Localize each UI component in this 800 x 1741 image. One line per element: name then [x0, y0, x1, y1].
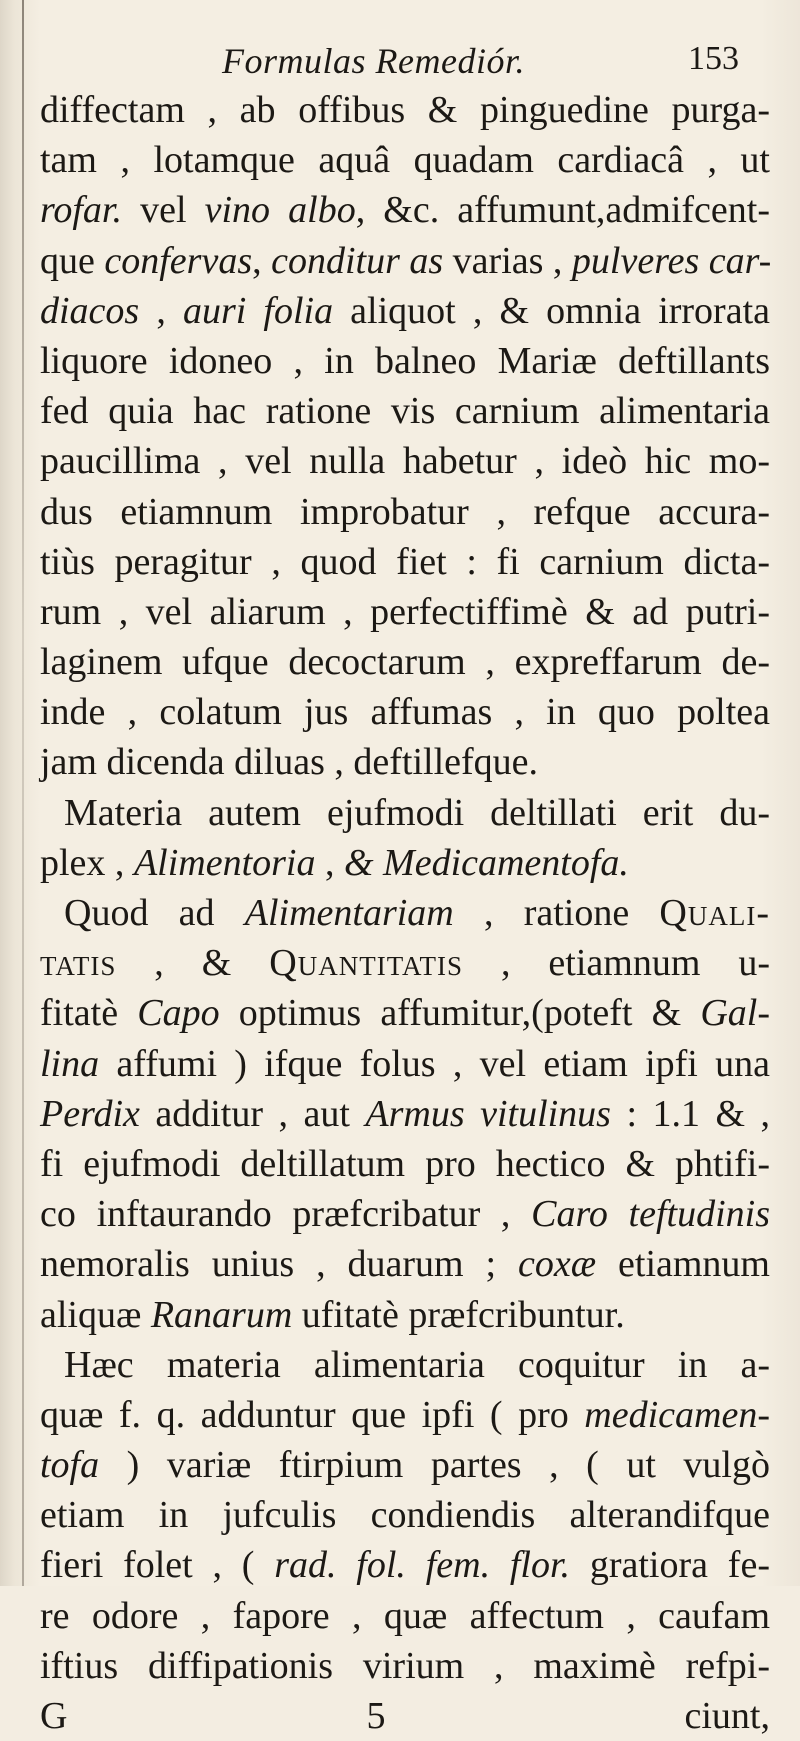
text-segment: ufitatè præfcribuntur. — [292, 1293, 625, 1336]
text-line — [40, 436, 770, 486]
text-segment: que — [40, 239, 105, 282]
text-line — [40, 1189, 770, 1239]
text-line — [40, 988, 770, 1038]
text-segment: G 5 ciunt, — [40, 1695, 770, 1737]
body-text — [40, 85, 770, 1741]
text-line — [40, 938, 770, 988]
text-segment: , — [252, 239, 272, 282]
text-line — [40, 1290, 770, 1340]
text-segment: rum , vel aliarum , perfectiffimè & ad putri- — [40, 590, 770, 633]
text-segment: fi ejufmodi deltillatum pro hectico & phtifi- — [40, 1142, 770, 1185]
text-segment: , & — [116, 942, 270, 985]
text-line — [40, 1490, 770, 1540]
text-segment: : 1.1 & , — [610, 1092, 770, 1135]
text-segment: laginem ufque decoctarum , expreffarum de- — [40, 641, 770, 684]
italic-text: Armus vitulinus — [365, 1092, 611, 1135]
running-head: Formulas Remediór. — [222, 41, 525, 81]
text-line — [40, 85, 770, 135]
text-segment: re odore , fapore , quæ affectum , caufam — [40, 1594, 770, 1637]
text-line — [40, 1390, 770, 1440]
text-segment: ) variæ ftirpium partes , ( ut vulgò — [99, 1444, 770, 1487]
italic-text: pulveres car- — [571, 239, 772, 282]
text-segment: , ratione — [453, 892, 660, 934]
italic-text: conditur as — [271, 239, 444, 282]
italic-text: rad. fol. fem. flor. — [274, 1544, 571, 1587]
italic-text: medicamen- — [584, 1393, 770, 1436]
italic-text: tofa — [40, 1444, 100, 1487]
text-segment: , — [139, 289, 183, 332]
italic-text: confervas — [104, 239, 253, 282]
page-header — [0, 36, 800, 86]
text-line — [40, 1540, 770, 1590]
text-segment: quæ f. q. adduntur que ipfi ( pro — [40, 1393, 585, 1436]
text-line — [40, 1039, 770, 1089]
page-number: 153 — [688, 40, 739, 77]
text-segment: , &c. affumunt,admifcent- — [355, 189, 770, 232]
text-segment: , — [315, 841, 344, 884]
text-line — [40, 1340, 770, 1390]
text-line — [40, 1641, 770, 1691]
text-segment: fitatè — [40, 992, 138, 1035]
italic-text: Caro teftudinis — [531, 1193, 770, 1236]
italic-text: vino albo — [204, 189, 356, 232]
text-line — [40, 286, 770, 336]
text-segment: Quod ad — [64, 892, 245, 934]
small-caps-text: Quali- — [659, 892, 770, 934]
text-segment: vel — [122, 189, 205, 232]
text-segment: varias , — [443, 239, 572, 282]
italic-text: & Medicamentofa. — [343, 841, 629, 884]
text-line — [40, 687, 770, 737]
italic-text: diacos — [40, 289, 140, 332]
italic-text: rofar. — [40, 189, 123, 232]
text-segment: fieri folet , ( — [40, 1544, 275, 1587]
text-segment: , etiamnum u- — [463, 942, 770, 985]
binding-gutter — [22, 0, 24, 1586]
text-segment: tiùs peragitur , quod fiet : fi carnium dicta- — [40, 540, 770, 583]
small-caps-text: tatis — [40, 942, 117, 985]
text-segment: etiam in jufculis condiendis alterandifque — [40, 1494, 770, 1537]
italic-text: Ranarum — [150, 1293, 293, 1336]
text-segment: paucillima , vel nulla habetur , ideò hic mo- — [40, 440, 770, 483]
italic-text: Alimentoria — [133, 841, 316, 884]
text-line — [40, 487, 770, 537]
text-segment: jam dicenda diluas , deftillefque. — [40, 741, 539, 784]
italic-text: coxæ — [518, 1243, 597, 1286]
text-segment: inde , colatum jus affumas , in quo poltea — [40, 691, 770, 734]
text-segment: fed quia hac ratione vis carnium alimentaria — [40, 390, 770, 433]
italic-text: Gal- — [700, 992, 771, 1035]
text-segment: additur , aut — [139, 1092, 366, 1135]
text-segment: tam , lotamque aquâ quadam cardiacâ , ut — [40, 139, 770, 182]
small-caps-text: Quantitatis — [269, 942, 464, 985]
italic-text: Alimentariam — [244, 892, 454, 934]
text-segment: dus etiamnum improbatur , refque accura- — [40, 490, 770, 533]
text-line — [40, 1089, 770, 1139]
text-segment: gratiora fe- — [570, 1544, 770, 1587]
text-line — [40, 888, 770, 938]
text-segment: Hæc materia alimentaria coquitur in a- — [64, 1343, 770, 1386]
text-line — [40, 1139, 770, 1189]
text-line — [40, 737, 770, 787]
text-line — [40, 386, 770, 436]
text-line — [40, 1239, 770, 1289]
text-line — [40, 788, 770, 838]
text-line — [40, 336, 770, 386]
text-line — [40, 838, 770, 888]
italic-text: lina — [40, 1042, 100, 1085]
text-line — [40, 1440, 770, 1490]
text-segment: iftius diffipationis virium , maximè refpi- — [40, 1644, 770, 1687]
italic-text: Perdix — [40, 1092, 140, 1135]
text-line — [40, 537, 770, 587]
text-segment: etiamnum — [596, 1243, 770, 1286]
text-line — [40, 1591, 770, 1641]
text-line — [40, 1691, 770, 1741]
text-segment: liquore idoneo , in balneo Mariæ deftillants — [40, 339, 770, 382]
text-line — [40, 135, 770, 185]
text-line — [40, 637, 770, 687]
text-segment: plex , — [40, 841, 134, 884]
italic-text: Capo — [137, 992, 220, 1035]
text-segment: co inftaurando præfcribatur , — [40, 1193, 532, 1236]
text-segment: nemoralis unius , duarum ; — [40, 1243, 519, 1286]
text-segment: Materia autem ejufmodi deltillati erit du- — [64, 791, 770, 834]
italic-text: auri folia — [182, 289, 334, 332]
text-segment: aliquæ — [40, 1293, 151, 1336]
text-line — [40, 185, 770, 235]
text-segment: diffectam , ab offibus & pinguedine purga- — [40, 89, 770, 131]
text-segment: aliquot , & omnia irrorata — [333, 289, 771, 332]
text-line — [40, 587, 770, 637]
text-segment: affumi ) ifque folus , vel etiam ipfi una — [99, 1042, 770, 1085]
text-segment: optimus affumitur,(poteft & — [219, 992, 701, 1035]
text-line — [40, 236, 770, 286]
